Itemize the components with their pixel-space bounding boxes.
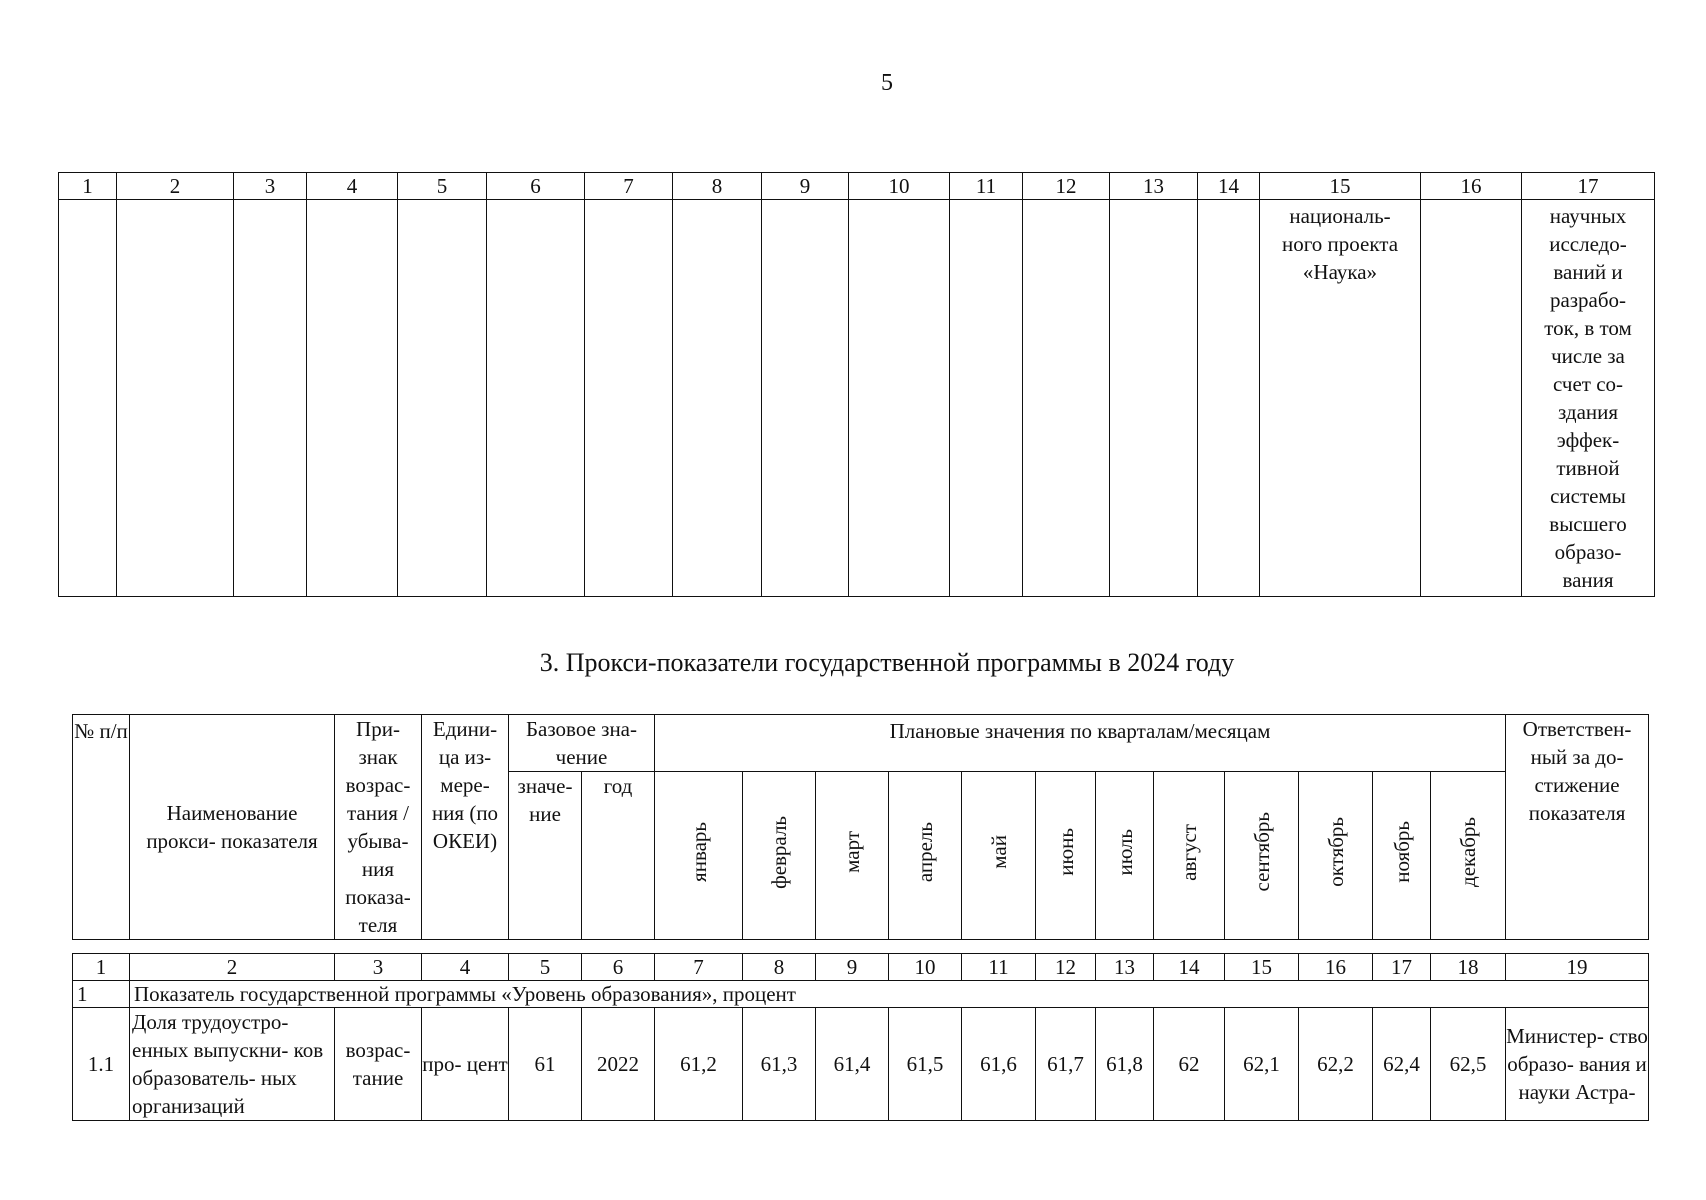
row-month-value: 61,4 — [816, 1008, 889, 1121]
page-number: 5 — [881, 70, 893, 96]
col-number: 4 — [307, 173, 398, 200]
group-title: Показатель государственной программы «Уровень образования», процент — [130, 981, 1649, 1008]
column-number-row — [59, 173, 1655, 200]
col-number: 6 — [487, 173, 585, 200]
header-num: № п/п — [73, 715, 130, 940]
empty-cell — [234, 200, 307, 597]
row-month-value: 61,6 — [962, 1008, 1036, 1121]
col15-text: националь- ного проекта «Наука» — [1260, 200, 1421, 597]
empty-cell — [1421, 200, 1522, 597]
table-row — [73, 1008, 1649, 1121]
header-unit: Едини- ца из- мере- ния (по ОКЕИ) — [422, 715, 509, 940]
col-number: 16 — [1421, 173, 1522, 200]
empty-cell — [1023, 200, 1110, 597]
month-header: июнь — [1036, 772, 1096, 940]
row-month-value: 61,2 — [655, 1008, 743, 1121]
col-number: 8 — [743, 954, 816, 981]
group-num: 1 — [73, 981, 130, 1008]
row-base-value: 61 — [509, 1008, 582, 1121]
month-header: июль — [1096, 772, 1154, 940]
col-number: 3 — [234, 173, 307, 200]
empty-cell — [762, 200, 849, 597]
col-number: 5 — [509, 954, 582, 981]
month-header: август — [1154, 772, 1225, 940]
row-month-value: 62 — [1154, 1008, 1225, 1121]
empty-cell — [307, 200, 398, 597]
group-row — [73, 981, 1649, 1008]
col-number: 15 — [1260, 173, 1421, 200]
empty-cell — [59, 200, 117, 597]
col-number: 10 — [889, 954, 962, 981]
col-number: 11 — [950, 173, 1023, 200]
empty-cell — [673, 200, 762, 597]
col-number: 18 — [1431, 954, 1506, 981]
header-base-value: значе- ние — [509, 772, 582, 940]
table-row — [59, 200, 1655, 597]
col-number: 10 — [849, 173, 950, 200]
header-responsible: Ответствен- ный за до- стижение показателя — [1506, 715, 1649, 940]
empty-cell — [1110, 200, 1198, 597]
row-name: Доля трудоустро- енных выпускни- ков образователь- ных организаций — [130, 1008, 335, 1121]
col17-text: научных исследо- ваний и разрабо- ток, в том числе за счет со- здания эффек- тивной системы высшего образо- вания — [1522, 200, 1655, 597]
month-header: ноябрь — [1373, 772, 1431, 940]
continued-table — [58, 172, 1655, 597]
row-month-value: 61,3 — [743, 1008, 816, 1121]
row-month-value: 62,4 — [1373, 1008, 1431, 1121]
col-number: 1 — [73, 954, 130, 981]
col-number: 2 — [130, 954, 335, 981]
col-number: 4 — [422, 954, 509, 981]
col-number: 12 — [1036, 954, 1096, 981]
row-sign: возрас- тание — [335, 1008, 422, 1121]
col-number: 11 — [962, 954, 1036, 981]
proxy-header-table — [72, 714, 1649, 940]
row-responsible: Министер- ство образо- вания и науки Астра- — [1506, 1008, 1649, 1121]
row-month-value: 61,5 — [889, 1008, 962, 1121]
col-number: 6 — [582, 954, 655, 981]
col-number: 16 — [1299, 954, 1373, 981]
col-number: 14 — [1154, 954, 1225, 981]
col-number: 13 — [1096, 954, 1154, 981]
section-title: 3. Прокси-показатели государственной программы в 2024 году — [539, 648, 1235, 677]
empty-cell — [950, 200, 1023, 597]
col-number: 9 — [816, 954, 889, 981]
header-plan: Плановые значения по кварталам/месяцам — [655, 715, 1506, 772]
col-number: 1 — [59, 173, 117, 200]
row-month-value: 62,1 — [1225, 1008, 1299, 1121]
empty-cell — [585, 200, 673, 597]
month-header: май — [962, 772, 1036, 940]
col-number: 17 — [1522, 173, 1655, 200]
header-name: Наименование прокси- показателя — [130, 715, 335, 940]
row-month-value: 61,8 — [1096, 1008, 1154, 1121]
col-number: 17 — [1373, 954, 1431, 981]
row-month-value: 61,7 — [1036, 1008, 1096, 1121]
row-month-value: 62,2 — [1299, 1008, 1373, 1121]
month-header: декабрь — [1431, 772, 1506, 940]
col-number: 15 — [1225, 954, 1299, 981]
col-number: 19 — [1506, 954, 1649, 981]
row-num: 1.1 — [73, 1008, 130, 1121]
empty-cell — [487, 200, 585, 597]
col-number: 13 — [1110, 173, 1198, 200]
empty-cell — [849, 200, 950, 597]
row-base-year: 2022 — [582, 1008, 655, 1121]
month-header: октябрь — [1299, 772, 1373, 940]
month-header: сентябрь — [1225, 772, 1299, 940]
header-base: Базовое зна- чение — [509, 715, 655, 772]
empty-cell — [1198, 200, 1260, 597]
col-number: 8 — [673, 173, 762, 200]
col-number: 12 — [1023, 173, 1110, 200]
col-number: 3 — [335, 954, 422, 981]
row-unit: про- цент — [422, 1008, 509, 1121]
month-header: январь — [655, 772, 743, 940]
row-month-value: 62,5 — [1431, 1008, 1506, 1121]
col-number: 14 — [1198, 173, 1260, 200]
col-number: 7 — [585, 173, 673, 200]
col-number: 9 — [762, 173, 849, 200]
header-sign: При- знак возрас- тания / убыва- ния показа- теля — [335, 715, 422, 940]
empty-cell — [117, 200, 234, 597]
empty-cell — [398, 200, 487, 597]
col-number: 2 — [117, 173, 234, 200]
column-number-row — [73, 954, 1649, 981]
proxy-data-table — [72, 953, 1649, 1121]
col-number: 7 — [655, 954, 743, 981]
month-header: март — [816, 772, 889, 940]
header-base-year: год — [582, 772, 655, 940]
month-header: апрель — [889, 772, 962, 940]
month-header: февраль — [743, 772, 816, 940]
col-number: 5 — [398, 173, 487, 200]
